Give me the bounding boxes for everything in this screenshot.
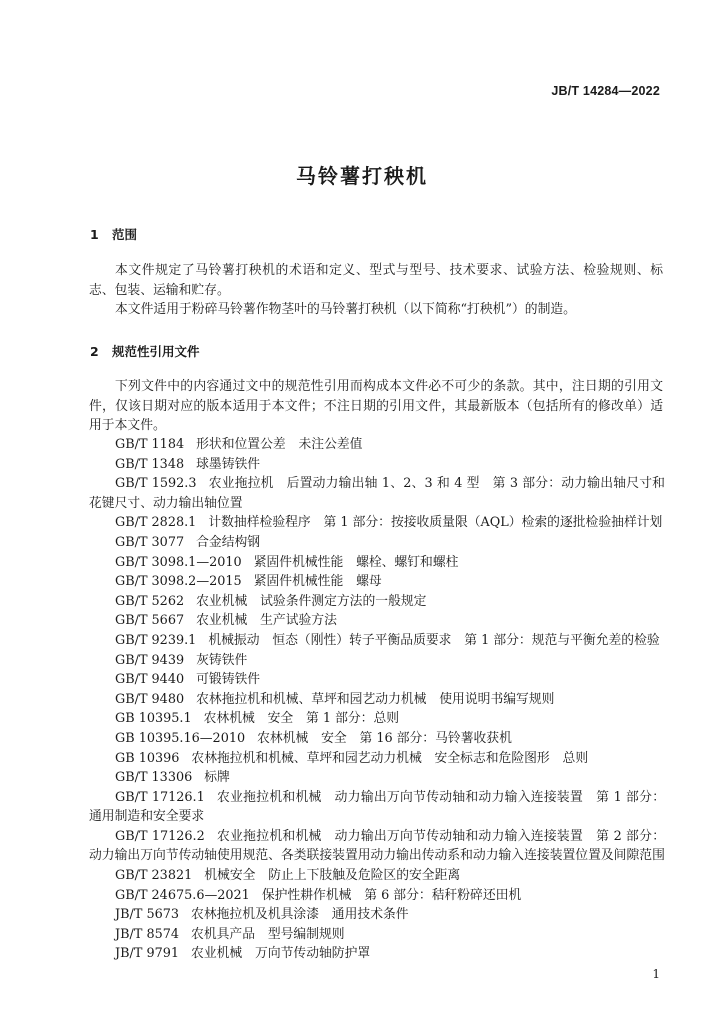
reference-title: 球墨铸铁件 — [196, 456, 261, 472]
reference-item — [89, 474, 665, 513]
reference-title: 农林拖拉机和机械、草坪和园艺动力机械 安全标志和危险图形 总则 — [191, 750, 589, 766]
reference-code: GB/T 5667 — [115, 613, 185, 629]
reference-title: 保护性耕作机械 第 6 部分：秸秆粉碎还田机 — [261, 887, 522, 903]
reference-title: 农林机械 安全 第 1 部分：总则 — [203, 711, 400, 727]
reference-code: JB/T 5673 — [115, 907, 180, 923]
scope-paragraph: 本文件适用于粉碎马铃薯作物茎叶的马铃薯打秧机（以下简称“打秧机”）的制造。 — [115, 302, 576, 317]
reference-code: GB/T 17126.2 — [115, 828, 205, 844]
section-title: 规范性引用文件 — [112, 344, 200, 359]
section-number: 2 — [90, 344, 99, 359]
reference-title: 机械振动 恒态（刚性）转子平衡品质要求 第 1 部分：规范与平衡允差的检验 — [208, 632, 660, 648]
reference-item — [89, 788, 665, 827]
reference-item — [89, 866, 665, 886]
reference-title: 农业机械 试验条件测定方法的一般规定 — [196, 593, 427, 609]
reference-title: 农业拖拉机 后置动力输出轴 1、2、3 和 4 型 第 3 部分：动力输出轴尺寸和花键尺寸、动力输出轴位置 — [89, 476, 665, 511]
reference-code: JB/T 8574 — [115, 926, 180, 942]
reference-title: 农林机械 安全 第 16 部分：马铃薯收获机 — [257, 730, 512, 746]
reference-item — [89, 435, 665, 455]
document-title: 马铃薯打秧机 — [296, 164, 428, 188]
reference-item — [89, 709, 665, 729]
reference-item — [89, 572, 665, 592]
reference-code: GB/T 1592.3 — [115, 476, 197, 492]
scope-paragraph: 本文件规定了马铃薯打秧机的术语和定义、型式与型号、技术要求、试验方法、检验规则、标志、包装、运输和贮存。 — [89, 263, 663, 298]
reference-code: GB/T 23821 — [115, 868, 193, 884]
page-number: 1 — [652, 967, 660, 981]
reference-item — [89, 827, 665, 866]
reference-item — [89, 533, 665, 553]
reference-code: GB/T 5262 — [115, 593, 185, 609]
reference-item — [89, 905, 665, 925]
reference-title: 农业拖拉机和机械 动力输出万向节传动轴和动力输入连接装置 第 1 部分：通用制造和安全要求 — [89, 789, 666, 825]
reference-code: GB/T 13306 — [115, 770, 193, 786]
reference-code: GB 10395.16—2010 — [115, 730, 246, 746]
reference-title: 农机具产品 型号编制规则 — [191, 926, 345, 942]
reference-list — [89, 435, 665, 964]
reference-title: 紧固件机械性能 螺栓、螺钉和螺柱 — [253, 554, 459, 570]
reference-item — [89, 553, 665, 573]
section-title: 范围 — [112, 227, 138, 242]
reference-item — [89, 925, 665, 945]
normative-references-intro: 下列文件中的内容通过文中的规范性引用而构成本文件必不可少的条款。其中，注日期的引用文件，仅该日期对应的版本适用于本文件；不注日期的引用文件，其最新版本（包括所有的修改单）适用于本文件。 — [89, 379, 663, 433]
reference-code: GB/T 1348 — [115, 456, 185, 472]
reference-title: 农业机械 万向节传动轴防护罩 — [191, 946, 371, 962]
reference-item — [89, 631, 665, 651]
reference-code: GB/T 9439 — [115, 652, 185, 668]
reference-title: 灰铸铁件 — [196, 652, 248, 668]
standard-code: JB/T 14284—2022 — [551, 84, 660, 98]
reference-title: 农林拖拉机及机具涂漆 通用技术条件 — [191, 907, 409, 923]
section-number: 1 — [90, 227, 99, 242]
reference-title: 农业机械 生产试验方法 — [196, 613, 337, 629]
reference-item — [89, 670, 665, 690]
reference-code: GB/T 3077 — [115, 534, 185, 550]
reference-item — [89, 455, 665, 475]
reference-code: GB/T 1184 — [115, 437, 185, 452]
reference-title: 合金结构钢 — [196, 534, 261, 550]
reference-title: 可锻铸铁件 — [196, 672, 261, 688]
reference-title: 机械安全 防止上下肢触及危险区的安全距离 — [204, 868, 461, 884]
reference-title: 形状和位置公差 未注公差值 — [196, 437, 363, 452]
reference-item — [89, 944, 665, 964]
reference-code: GB/T 9239.1 — [115, 632, 197, 648]
reference-item — [89, 768, 665, 788]
reference-item — [89, 749, 665, 769]
reference-item — [89, 513, 665, 533]
reference-item — [89, 611, 665, 631]
reference-code: JB/T 9791 — [115, 946, 180, 962]
reference-title: 标牌 — [204, 770, 230, 786]
reference-title: 计数抽样检验程序 第 1 部分：按接收质量限（AQL）检索的逐批检验抽样计划 — [208, 515, 663, 531]
reference-item — [89, 886, 665, 906]
reference-code: GB/T 17126.1 — [115, 789, 205, 805]
reference-code: GB 10396 — [115, 750, 180, 766]
section-2-heading — [90, 342, 200, 360]
section-1-heading — [90, 225, 137, 243]
reference-code: GB/T 2828.1 — [115, 515, 197, 531]
reference-code: GB/T 9480 — [115, 691, 185, 707]
reference-code: GB/T 3098.1—2010 — [115, 554, 242, 570]
reference-item — [89, 729, 665, 749]
reference-title: 农林拖拉机和机械、草坪和园艺动力机械 使用说明书编写规则 — [196, 691, 555, 707]
reference-code: GB/T 9440 — [115, 672, 185, 688]
reference-item — [89, 651, 665, 671]
reference-code: GB 10395.1 — [115, 711, 192, 727]
reference-item — [89, 592, 665, 612]
reference-item — [89, 690, 665, 710]
reference-code: GB/T 24675.6—2021 — [115, 887, 250, 903]
reference-title: 紧固件机械性能 螺母 — [253, 574, 382, 590]
reference-code: GB/T 3098.2—2015 — [115, 574, 242, 590]
reference-title: 农业拖拉机和机械 动力输出万向节传动轴和动力输入连接装置 第 2 部分：动力输出万向节传动轴使用规范、各类联接装置用动力输出传动系和动力输入连接装置位置及间隙范围 — [89, 828, 666, 864]
